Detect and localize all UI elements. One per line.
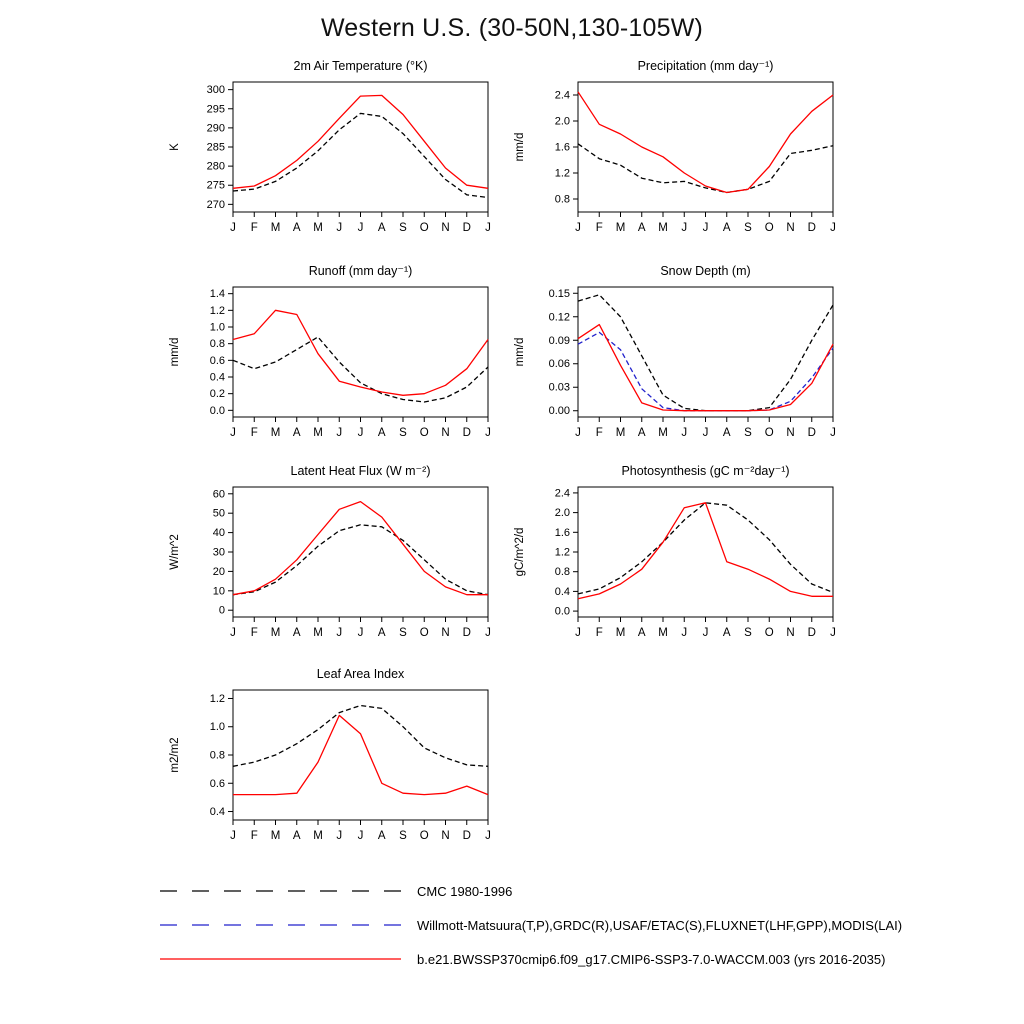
y-axis-label: mm/d bbox=[514, 132, 526, 162]
y-tick-label: 1.4 bbox=[209, 288, 225, 301]
x-tick-label: J bbox=[681, 222, 688, 234]
legend-row bbox=[158, 942, 902, 976]
y-tick-label: 0.6 bbox=[209, 354, 225, 367]
x-tick-label: J bbox=[485, 627, 491, 639]
x-tick-label: N bbox=[441, 830, 450, 842]
x-tick-label: M bbox=[658, 427, 668, 439]
legend-label: CMC 1980-1996 bbox=[417, 883, 513, 899]
chart-title: Photosynthesis (gC m⁻²day⁻¹) bbox=[621, 464, 790, 478]
chart-precipitation bbox=[493, 52, 838, 264]
y-tick-label: 280 bbox=[206, 160, 225, 173]
x-tick-label: J bbox=[230, 222, 236, 234]
chart-svg bbox=[148, 457, 493, 669]
legend-label: Willmott-Matsuura(T,P),GRDC(R),USAF/ETAC(S),FLUXNET(LHF,GPP),MODIS(LAI) bbox=[417, 917, 903, 933]
x-tick-label: A bbox=[292, 427, 301, 439]
x-tick-label: J bbox=[357, 830, 364, 842]
chart-svg bbox=[493, 257, 838, 469]
legend-line-sample-cmc bbox=[158, 885, 403, 897]
x-tick-label: A bbox=[722, 222, 731, 234]
y-tick-label: 2.0 bbox=[554, 115, 570, 128]
y-tick-label: 270 bbox=[206, 198, 225, 211]
series-line bbox=[233, 337, 488, 402]
x-tick-label: O bbox=[764, 222, 774, 234]
x-tick-label: M bbox=[270, 427, 281, 439]
chart-leaf-area-index bbox=[148, 660, 493, 872]
x-tick-label: N bbox=[786, 427, 795, 439]
x-tick-label: O bbox=[419, 427, 429, 439]
series-line bbox=[578, 503, 833, 599]
x-tick-label: J bbox=[485, 830, 491, 842]
y-tick-label: 1.2 bbox=[209, 304, 225, 317]
chart-svg bbox=[148, 257, 493, 469]
y-tick-label: 1.6 bbox=[554, 141, 570, 154]
x-tick-label: J bbox=[230, 830, 236, 842]
y-tick-label: 0.00 bbox=[548, 405, 570, 418]
y-tick-label: 1.2 bbox=[554, 167, 570, 180]
x-tick-label: M bbox=[615, 222, 626, 234]
x-tick-label: O bbox=[419, 830, 429, 842]
x-tick-label: O bbox=[419, 222, 429, 234]
x-tick-label: F bbox=[595, 427, 603, 439]
plot-frame bbox=[233, 690, 488, 820]
x-tick-label: N bbox=[786, 222, 795, 234]
x-tick-label: S bbox=[399, 427, 407, 439]
series-line bbox=[233, 525, 488, 595]
x-tick-label: A bbox=[637, 222, 646, 234]
x-tick-label: J bbox=[575, 222, 581, 234]
x-tick-label: J bbox=[702, 427, 709, 439]
y-tick-label: 285 bbox=[206, 141, 225, 154]
page-title: Western U.S. (30-50N,130-105W) bbox=[320, 14, 704, 42]
legend bbox=[158, 874, 902, 976]
chart-svg bbox=[493, 52, 838, 264]
y-axis-label: W/m^2 bbox=[169, 534, 181, 570]
legend-line-sample-model bbox=[158, 953, 403, 965]
series-line bbox=[233, 95, 488, 188]
x-tick-label: O bbox=[764, 427, 774, 439]
y-tick-label: 40 bbox=[212, 527, 225, 540]
x-tick-label: J bbox=[575, 427, 581, 439]
plot-frame bbox=[578, 487, 833, 617]
x-tick-label: J bbox=[230, 427, 236, 439]
x-tick-label: J bbox=[357, 427, 364, 439]
y-tick-label: 300 bbox=[206, 84, 225, 97]
y-tick-label: 30 bbox=[212, 546, 225, 559]
y-tick-label: 0.4 bbox=[209, 371, 225, 384]
chart-title: 2m Air Temperature (°K) bbox=[293, 59, 428, 73]
x-tick-label: F bbox=[250, 627, 258, 639]
y-axis-label: K bbox=[169, 143, 181, 151]
y-tick-label: 0.8 bbox=[554, 566, 570, 579]
plot-frame bbox=[233, 287, 488, 417]
chart-svg bbox=[148, 52, 493, 264]
legend-label: b.e21.BWSSP370cmip6.f09_g17.CMIP6-SSP3-7.0-WACCM.003 (yrs 2016-2035) bbox=[417, 951, 886, 967]
chart-title: Leaf Area Index bbox=[316, 667, 405, 681]
x-tick-label: J bbox=[485, 222, 491, 234]
chart-title: Latent Heat Flux (W m⁻²) bbox=[290, 464, 431, 478]
x-tick-label: F bbox=[250, 830, 258, 842]
x-tick-label: J bbox=[357, 627, 364, 639]
y-tick-label: 20 bbox=[212, 565, 225, 578]
y-tick-label: 0.8 bbox=[209, 338, 225, 351]
x-tick-label: D bbox=[807, 627, 816, 639]
x-tick-label: S bbox=[399, 222, 407, 234]
x-tick-label: S bbox=[744, 427, 752, 439]
x-tick-label: A bbox=[377, 830, 386, 842]
x-tick-label: M bbox=[658, 627, 668, 639]
chart-svg bbox=[493, 457, 838, 669]
x-tick-label: J bbox=[336, 222, 343, 234]
x-tick-label: N bbox=[441, 627, 450, 639]
x-tick-label: J bbox=[830, 222, 836, 234]
x-tick-label: D bbox=[462, 830, 471, 842]
series-line bbox=[578, 144, 833, 193]
x-tick-label: J bbox=[681, 427, 688, 439]
x-tick-label: J bbox=[830, 627, 836, 639]
x-tick-label: M bbox=[615, 627, 626, 639]
y-tick-label: 0.03 bbox=[548, 381, 570, 394]
y-tick-label: 0.4 bbox=[209, 806, 225, 819]
x-tick-label: D bbox=[462, 222, 471, 234]
series-line bbox=[578, 295, 833, 411]
x-tick-label: M bbox=[313, 830, 323, 842]
x-tick-label: F bbox=[250, 427, 258, 439]
y-tick-label: 60 bbox=[212, 488, 225, 501]
x-tick-label: M bbox=[313, 627, 323, 639]
x-tick-label: A bbox=[722, 627, 731, 639]
y-tick-label: 0.8 bbox=[554, 193, 570, 206]
x-tick-label: N bbox=[441, 222, 450, 234]
y-axis-label: mm/d bbox=[514, 337, 526, 367]
x-tick-label: F bbox=[595, 222, 603, 234]
legend-line-sample-willmott bbox=[158, 919, 403, 931]
x-tick-label: O bbox=[764, 627, 774, 639]
x-tick-label: A bbox=[292, 627, 301, 639]
y-tick-label: 0 bbox=[218, 604, 225, 617]
chart-2m-air-temperature bbox=[148, 52, 493, 264]
x-tick-label: J bbox=[336, 427, 343, 439]
y-axis-label: mm/d bbox=[169, 337, 181, 367]
chart-title: Precipitation (mm day⁻¹) bbox=[637, 59, 774, 73]
legend-row bbox=[158, 908, 902, 942]
x-tick-label: N bbox=[786, 627, 795, 639]
x-tick-label: F bbox=[595, 627, 603, 639]
plot-frame bbox=[233, 82, 488, 212]
y-tick-label: 2.4 bbox=[554, 487, 570, 500]
chart-title: Snow Depth (m) bbox=[660, 264, 751, 278]
series-line bbox=[233, 113, 488, 197]
x-tick-label: A bbox=[637, 627, 646, 639]
x-tick-label: A bbox=[377, 427, 386, 439]
x-tick-label: A bbox=[292, 222, 301, 234]
y-tick-label: 0.06 bbox=[548, 358, 570, 371]
y-tick-label: 290 bbox=[206, 122, 225, 135]
y-tick-label: 2.0 bbox=[554, 507, 570, 520]
x-tick-label: S bbox=[399, 627, 407, 639]
x-tick-label: F bbox=[250, 222, 258, 234]
y-tick-label: 1.6 bbox=[554, 526, 570, 539]
x-tick-label: D bbox=[462, 427, 471, 439]
x-tick-label: J bbox=[336, 830, 343, 842]
x-tick-label: J bbox=[681, 627, 688, 639]
x-tick-label: J bbox=[336, 627, 343, 639]
x-tick-label: O bbox=[419, 627, 429, 639]
series-line bbox=[233, 715, 488, 794]
x-tick-label: J bbox=[575, 627, 581, 639]
y-tick-label: 10 bbox=[212, 585, 225, 598]
y-tick-label: 0.8 bbox=[209, 749, 225, 762]
y-tick-label: 1.2 bbox=[554, 546, 570, 559]
x-tick-label: S bbox=[744, 627, 752, 639]
y-tick-label: 0.0 bbox=[554, 605, 570, 618]
series-line bbox=[578, 503, 833, 594]
series-line bbox=[233, 706, 488, 767]
y-tick-label: 275 bbox=[206, 179, 225, 192]
x-tick-label: J bbox=[357, 222, 364, 234]
chart-photosynthesis bbox=[493, 457, 838, 669]
x-tick-label: M bbox=[313, 427, 323, 439]
y-axis-label: m2/m2 bbox=[169, 737, 181, 773]
x-tick-label: J bbox=[702, 222, 709, 234]
y-tick-label: 1.0 bbox=[209, 321, 225, 334]
x-tick-label: J bbox=[702, 627, 709, 639]
y-tick-label: 50 bbox=[212, 507, 225, 520]
x-tick-label: A bbox=[637, 427, 646, 439]
y-tick-label: 0.15 bbox=[548, 287, 570, 300]
y-tick-label: 1.0 bbox=[209, 721, 225, 734]
chart-latent-heat-flux bbox=[148, 457, 493, 669]
y-axis-label: gC/m^2/d bbox=[514, 527, 526, 577]
x-tick-label: M bbox=[658, 222, 668, 234]
x-tick-label: M bbox=[270, 830, 281, 842]
y-tick-label: 0.2 bbox=[209, 388, 225, 401]
chart-snow-depth bbox=[493, 257, 838, 469]
chart-title: Runoff (mm day⁻¹) bbox=[308, 264, 413, 278]
plot-frame bbox=[233, 487, 488, 617]
y-tick-label: 0.0 bbox=[209, 404, 225, 417]
y-tick-label: 1.2 bbox=[209, 692, 225, 705]
x-tick-label: M bbox=[615, 427, 626, 439]
x-tick-label: S bbox=[744, 222, 752, 234]
x-tick-label: A bbox=[722, 427, 731, 439]
x-tick-label: A bbox=[377, 627, 386, 639]
x-tick-label: D bbox=[807, 427, 816, 439]
y-tick-label: 0.4 bbox=[554, 585, 570, 598]
y-tick-label: 0.12 bbox=[548, 311, 570, 324]
x-tick-label: J bbox=[485, 427, 491, 439]
chart-svg bbox=[148, 660, 493, 872]
x-tick-label: A bbox=[292, 830, 301, 842]
x-tick-label: S bbox=[399, 830, 407, 842]
x-tick-label: J bbox=[230, 627, 236, 639]
y-tick-label: 0.09 bbox=[548, 334, 570, 347]
series-line bbox=[578, 92, 833, 193]
legend-row bbox=[158, 874, 902, 908]
x-tick-label: D bbox=[462, 627, 471, 639]
x-tick-label: D bbox=[807, 222, 816, 234]
series-line bbox=[233, 502, 488, 595]
x-tick-label: J bbox=[830, 427, 836, 439]
series-line bbox=[578, 325, 833, 411]
y-tick-label: 0.6 bbox=[209, 777, 225, 790]
x-tick-label: M bbox=[270, 222, 281, 234]
x-tick-label: N bbox=[441, 427, 450, 439]
x-tick-label: A bbox=[377, 222, 386, 234]
y-tick-label: 295 bbox=[206, 103, 225, 116]
x-tick-label: M bbox=[270, 627, 281, 639]
plot-frame bbox=[578, 82, 833, 212]
chart-runoff bbox=[148, 257, 493, 469]
x-tick-label: M bbox=[313, 222, 323, 234]
y-tick-label: 2.4 bbox=[554, 89, 570, 102]
